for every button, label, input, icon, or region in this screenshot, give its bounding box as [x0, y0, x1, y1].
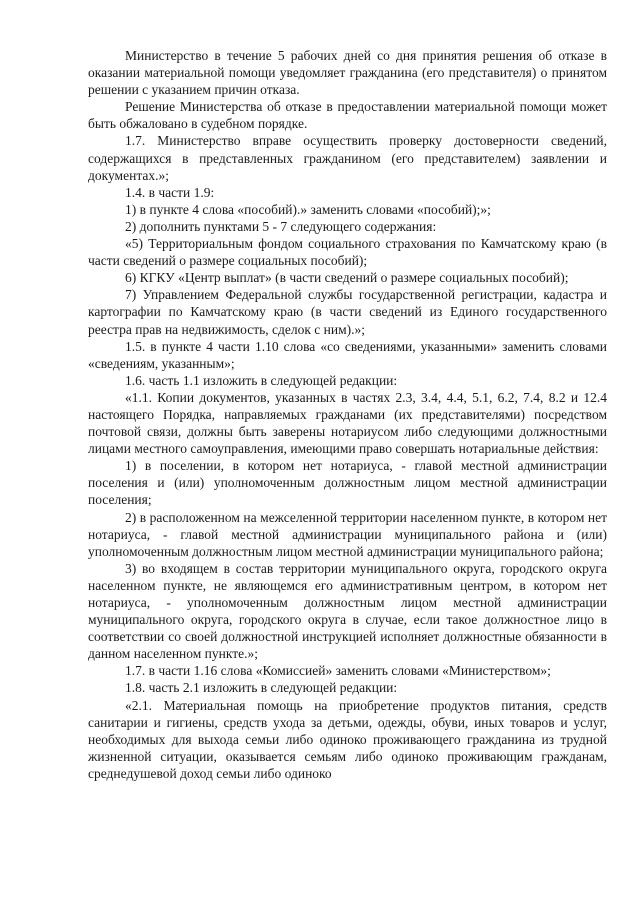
paragraph-item-7: 7) Управлением Федеральной службы государственной регистрации, кадастра и картографии по Камчатскому краю (в части сведений из Единого государственного реестра прав на недвижимость, сделок с ним).»; — [88, 287, 607, 337]
paragraph-1-6: 1.6. часть 1.1 изложить в следующей редакции: — [125, 372, 398, 388]
paragraph-1-8: 1.8. часть 2.1 изложить в следующей редакции: — [125, 680, 398, 696]
paragraph-item-2: 2) дополнить пунктами 5 - 7 следующего содержания: — [125, 218, 437, 234]
paragraph-appeal: Решение Министерства об отказе в предоставлении материальной помощи может быть обжаловано в судебном порядке. — [88, 99, 607, 132]
paragraph-sub-1: 1) в поселении, в котором нет нотариуса, - главой местной администрации поселения и (или) уполномоченным должностным лицом местной администрации поселения; — [88, 458, 607, 508]
paragraph-item-1: 1) в пункте 4 слова «пособий).» заменить словами «пособий);»; — [125, 201, 491, 217]
paragraph-2-1: «2.1. Материальная помощь на приобретение продуктов питания, средств санитарии и гигиены, средств ухода за детьми, одежды, обуви, иных товаров и услуг, необходимых для выхода семьи либо одиноко проживающего гражданина из трудной жизненной ситуации, оказывается семьям либо одиноко проживающим гражданам, среднедушевой доход семьи либо одиноко — [88, 697, 607, 781]
document-page — [88, 47, 607, 782]
paragraph-refusal-notice: Министерство в течение 5 рабочих дней со дня принятия решения об отказе в оказании материальной помощи уведомляет гражданина (его представителя) о принятом решении с указанием причин отказа. — [88, 48, 607, 98]
paragraph-1-1-copies: «1.1. Копии документов, указанных в частях 2.3, 3.4, 4.4, 5.1, 6.2, 7.4, 8.2 и 12.4 настоящего Порядка, направляемых гражданами (их представителями) посредством почтовой связи, должны быть заверены нотариусом либо следующими должностными лицами местного самоуправления, имеющими право совершать нотариальные действия: — [88, 389, 607, 457]
paragraph-sub-3: 3) во входящем в состав территории муниципального округа, городского округа населенном пункте, не являющемся его административным центром, в котором нет нотариуса, - уполномоченным должностным лицом местной администрации муниципального округа, городского округа в случае, если такое должностное лицо в соответствии со своей должностной инструкцией исполняет должностные обязанности в данном населенном пункте.»; — [88, 560, 607, 662]
paragraph-sub-2: 2) в расположенном на межселенной территории населенном пункте, в котором нет нотариуса, - главой местной администрации муниципального района и (или) уполномоченным должностным лицом местной администрации муниципального района; — [88, 509, 607, 559]
paragraph-1-5: 1.5. в пункте 4 части 1.10 слова «со сведениями, указанными» заменить словами «сведениям, указанным»; — [88, 338, 607, 371]
paragraph-1-4: 1.4. в части 1.9: — [125, 184, 215, 200]
paragraph-1-7-replace: 1.7. в части 1.16 слова «Комиссией» заменить словами «Министерством»; — [125, 663, 551, 679]
paragraph-item-6: 6) КГКУ «Центр выплат» (в части сведений о размере социальных пособий); — [125, 270, 569, 286]
paragraph-1-7-verification: 1.7. Министерство вправе осуществить проверку достоверности сведений, содержащихся в представленных гражданином (его представителем) заявлении и документах.»; — [88, 133, 607, 183]
paragraph-item-5: «5) Территориальным фондом социального страхования по Камчатскому краю (в части сведений о размере социальных пособий); — [88, 236, 607, 269]
